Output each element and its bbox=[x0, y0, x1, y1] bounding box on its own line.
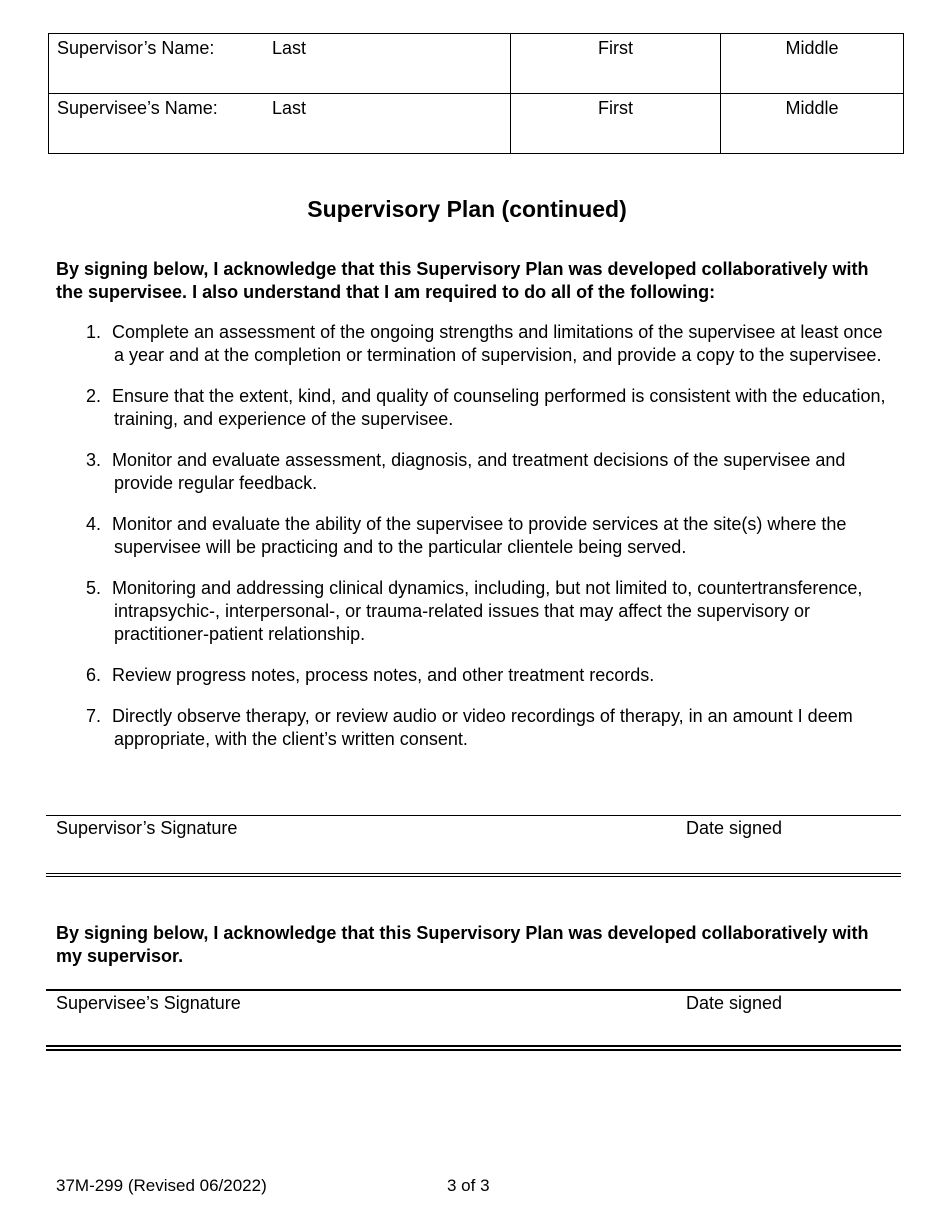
list-item-number: 6. bbox=[86, 665, 102, 685]
supervisee-first-name-field[interactable] bbox=[511, 94, 721, 154]
first-name-label: First bbox=[598, 38, 633, 58]
list-item-number: 2. bbox=[86, 386, 102, 406]
supervisee-acknowledgement: By signing below, I acknowledge that this Supervisory Plan was developed collaboratively with my supervisor. bbox=[56, 923, 869, 966]
middle-name-label: Middle bbox=[785, 98, 839, 118]
supervisor-last-name-field[interactable] bbox=[49, 34, 511, 94]
names-table bbox=[48, 33, 904, 154]
supervisor-date-signed-label: Date signed bbox=[686, 818, 783, 838]
supervisor-acknowledgement: By signing below, I acknowledge that this Supervisory Plan was developed collaboratively with the supervisee. I also understand that I am required to do all of the following: bbox=[56, 259, 869, 302]
list-item-number: 5. bbox=[86, 578, 102, 598]
supervisor-first-name-field[interactable] bbox=[511, 34, 721, 94]
supervisor-signature-field[interactable] bbox=[46, 815, 901, 874]
list-item-text: Ensure that the extent, kind, and quality of counseling performed is consistent with the education, training, and experience of the supervisee. bbox=[112, 386, 886, 429]
supervisee-signature-field[interactable] bbox=[46, 989, 901, 1047]
list-item-number: 3. bbox=[86, 450, 102, 470]
list-item bbox=[86, 664, 896, 687]
list-item-text: Monitoring and addressing clinical dynamics, including, but not limited to, countertransference, intrapsychic-, interpersonal-, or trauma-related issues that may affect the supervisory or practitioner-patient relationship. bbox=[112, 578, 863, 644]
section-divider bbox=[46, 873, 901, 877]
list-item bbox=[86, 321, 896, 367]
supervisor-name-row bbox=[49, 34, 904, 94]
page-number: 3 of 3 bbox=[447, 1176, 490, 1195]
requirements-list bbox=[86, 321, 896, 769]
list-item-text: Monitor and evaluate assessment, diagnosis, and treatment decisions of the supervisee and provide regular feedback. bbox=[112, 450, 846, 493]
supervisee-last-name-field[interactable] bbox=[49, 94, 511, 154]
list-item-number: 7. bbox=[86, 706, 102, 726]
form-number: 37M-299 (Revised 06/2022) bbox=[56, 1176, 267, 1195]
page-title: Supervisory Plan (continued) bbox=[307, 196, 627, 222]
last-name-label: Last bbox=[272, 98, 307, 118]
list-item bbox=[86, 513, 896, 559]
list-item bbox=[86, 577, 896, 646]
list-item bbox=[86, 705, 896, 751]
list-item-text: Monitor and evaluate the ability of the supervisee to provide services at the site(s) where the supervisee will be practicing and to the particular clientele being served. bbox=[112, 514, 847, 557]
list-item-number: 4. bbox=[86, 514, 102, 534]
supervisee-name-row bbox=[49, 94, 904, 154]
middle-name-label: Middle bbox=[785, 38, 839, 58]
first-name-label: First bbox=[598, 98, 633, 118]
list-item bbox=[86, 385, 896, 431]
list-item bbox=[86, 449, 896, 495]
list-item-text: Complete an assessment of the ongoing strengths and limitations of the supervisee at least once a year and at the completion or termination of supervision, and provide a copy to the supervisee. bbox=[112, 322, 883, 365]
supervisee-name-label: Supervisee’s Name: bbox=[57, 98, 218, 118]
list-item-text: Review progress notes, process notes, and other treatment records. bbox=[112, 665, 655, 685]
supervisee-date-signed-label: Date signed bbox=[686, 993, 783, 1013]
supervisor-name-label: Supervisor’s Name: bbox=[57, 38, 215, 58]
section-divider bbox=[46, 1045, 901, 1051]
supervisor-middle-name-field[interactable] bbox=[721, 34, 904, 94]
list-item-text: Directly observe therapy, or review audio or video recordings of therapy, in an amount I deem appropriate, with the client’s written consent. bbox=[112, 706, 853, 749]
supervisor-signature-label: Supervisor’s Signature bbox=[56, 818, 238, 838]
supervisee-signature-label: Supervisee’s Signature bbox=[56, 993, 241, 1013]
last-name-label: Last bbox=[272, 38, 307, 58]
supervisee-middle-name-field[interactable] bbox=[721, 94, 904, 154]
list-item-number: 1. bbox=[86, 322, 102, 342]
